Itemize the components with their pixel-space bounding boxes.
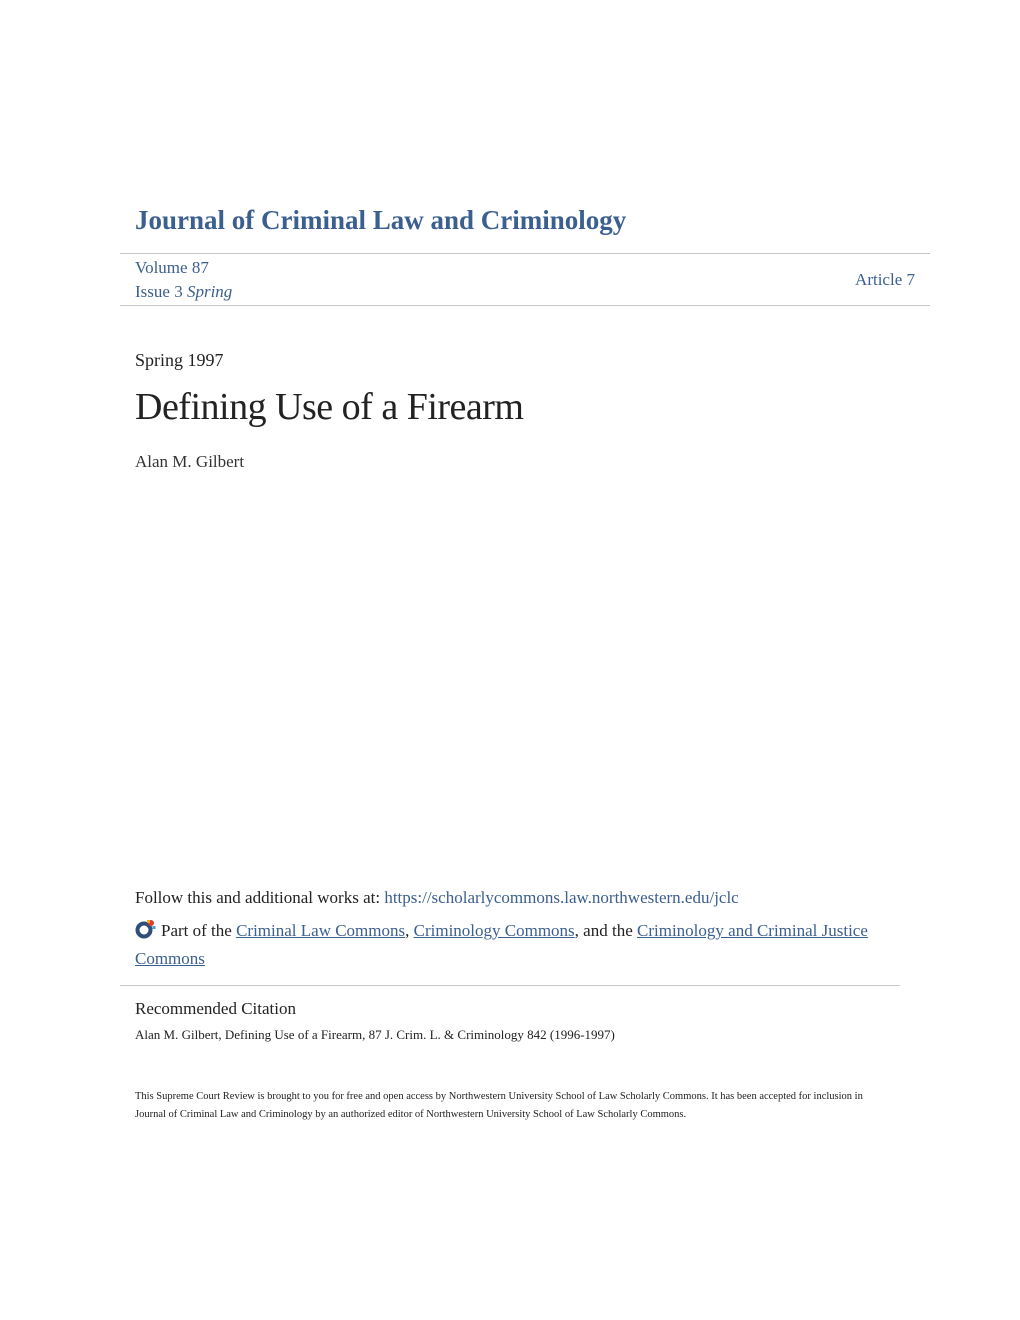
citation-divider bbox=[120, 985, 900, 986]
author-name: Alan M. Gilbert bbox=[135, 452, 245, 471]
recommended-citation-text: Alan M. Gilbert, Defining Use of a Firearm, 87 J. Crim. L. & Criminology 842 (1996-1997) bbox=[135, 1027, 615, 1042]
part-of-and: , and the bbox=[574, 921, 637, 940]
recommended-citation-label: Recommended Citation bbox=[135, 999, 296, 1018]
article-title: Defining Use of a Firearm bbox=[135, 386, 524, 428]
article-number-link[interactable]: Article 7 bbox=[855, 270, 915, 289]
part-of-separator: , bbox=[405, 921, 414, 940]
journal-title[interactable]: Journal of Criminal Law and Criminology bbox=[135, 205, 627, 235]
follow-label: Follow this and additional works at: bbox=[135, 888, 385, 907]
repository-link[interactable]: https://scholarlycommons.law.northwestern.edu/jclc bbox=[384, 888, 739, 907]
header-divider-top bbox=[120, 253, 930, 254]
criminal-law-commons-link[interactable]: Criminal Law Commons bbox=[236, 921, 406, 940]
part-of-commons bbox=[135, 918, 895, 971]
criminology-criminal-justice-commons-link[interactable]: Criminology and Criminal Justice Commons bbox=[135, 921, 868, 968]
volume-link[interactable]: Volume 87 bbox=[135, 258, 209, 277]
part-of-prefix: Part of the bbox=[161, 921, 237, 940]
criminology-commons-link[interactable]: Criminology Commons bbox=[413, 921, 575, 940]
header-divider-bottom bbox=[120, 305, 930, 306]
issue-season[interactable]: Spring bbox=[186, 282, 233, 301]
access-notice: This Supreme Court Review is brought to you for free and open access by Northwestern University School of Law Scholarly Commons. It has been accepted for inclusion in Journal of Criminal Law and Criminology by an authorized editor of Northwestern University School of Law Scholarly Commons. bbox=[135, 1091, 863, 1120]
issue-line[interactable] bbox=[135, 282, 232, 302]
publication-date: Spring 1997 bbox=[135, 350, 224, 370]
issue-link[interactable]: Issue 3 bbox=[135, 282, 183, 301]
follow-line bbox=[135, 888, 739, 908]
network-commons-icon bbox=[135, 919, 157, 946]
